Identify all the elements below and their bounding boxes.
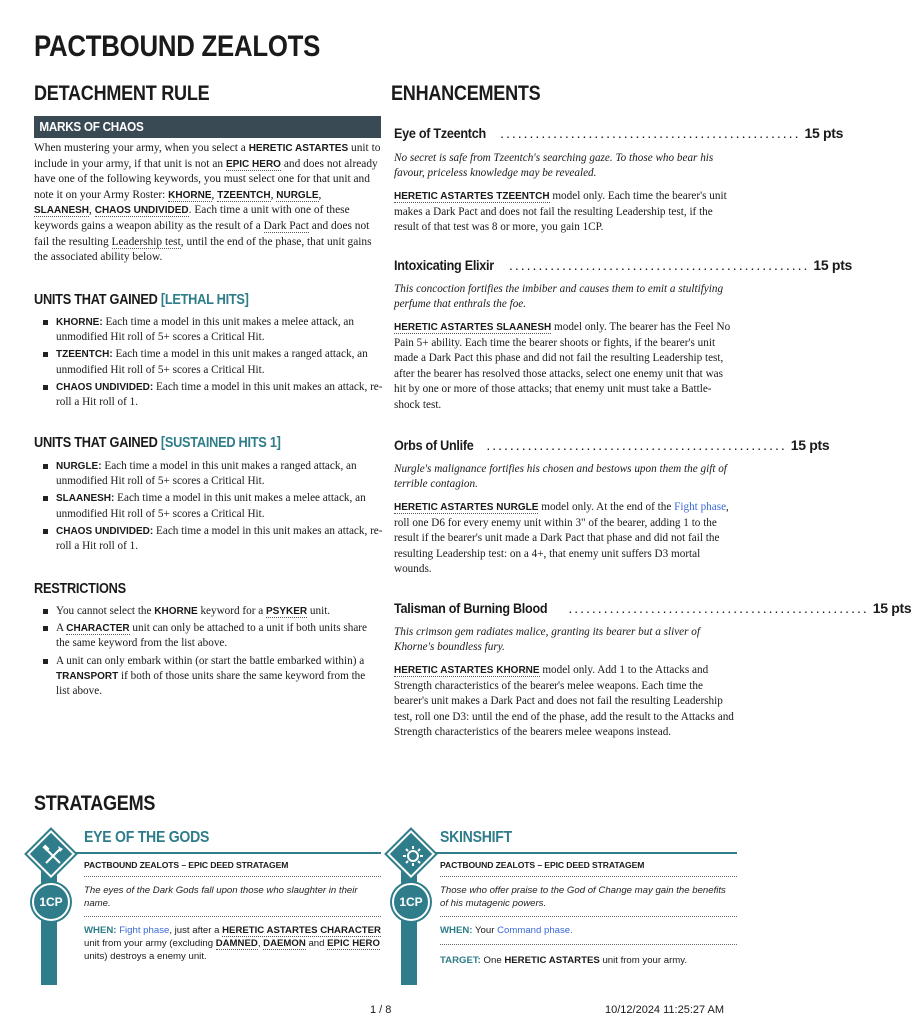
page-number: 1 / 8 bbox=[370, 1004, 392, 1016]
stratagem-name: SKINSHIFT bbox=[440, 829, 512, 846]
sustained-hits-heading: UNITS THAT GAINED [SUSTAINED HITS 1] bbox=[34, 435, 281, 451]
list-item: You cannot select the KHORNE keyword for a PSYKER unit. bbox=[34, 604, 369, 619]
enhancement-title: Talisman of Burning Blood ................................................... 15 pts bbox=[394, 600, 911, 616]
enhancement-flavour: This crimson gem radiates malice, granting its bearer but a sliver of Khorne's boundless fury. bbox=[394, 626, 700, 653]
stratagems-heading: STRATAGEMS bbox=[34, 792, 156, 815]
lethal-hits-heading: UNITS THAT GAINED [LETHAL HITS] bbox=[34, 292, 249, 308]
enhancement-title: Eye of Tzeentch ................................................... 15 pts bbox=[394, 125, 844, 141]
hammer-axe-glyph bbox=[38, 841, 68, 871]
enhancement-rule: HERETIC ASTARTES NURGLE model only. At the end of the Fight phase, roll one D6 for every enemy unit within 3" of the bearer, adding 1 to the result if the bearer's unit made a Dark Pact that phase and did not fail the resulting Leadership test: on a 4+, that enemy unit suffers D3 mortal wounds. bbox=[394, 501, 729, 576]
enhancement-rule: HERETIC ASTARTES TZEENTCH model only. Each time the bearer's unit makes a Dark Pact and does not fail the resulting Leadership test, if the result of that test was 8 or more, you gain 1CP. bbox=[394, 190, 727, 234]
enhancement-flavour: This concoction fortifies the imbiber and causes them to emit a stultifying perfume that enthrals the foe. bbox=[394, 283, 724, 310]
stratagem-flavour: Those who offer praise to the God of Change may gain the benefits of his mutagenic powers. bbox=[440, 885, 726, 909]
list-item: CHAOS UNDIVIDED: Each time a model in this unit makes an attack, re-roll a Hit roll of 1. bbox=[34, 524, 384, 554]
fight-phase-link[interactable]: Fight phase bbox=[119, 925, 170, 936]
page-title: PACTBOUND ZEALOTS bbox=[34, 30, 321, 63]
enhancement-rule: HERETIC ASTARTES KHORNE model only. Add 1 to the Attacks and Strength characteristics of the bearer's melee weapons. Each time the bearer's unit makes a Dark Pact and does not fail the resulting Leadership test, roll one D3: until the end of the phase, add the result to the Attacks and Strength characteristics of the bearers melee weapons instead. bbox=[394, 664, 734, 739]
restrictions-list bbox=[34, 604, 369, 701]
stratagem-flavour: The eyes of the Dark Gods fall upon those who slaughter in their name. bbox=[84, 885, 358, 909]
lethal-hits-list bbox=[34, 315, 384, 412]
cp-badge: 1CP bbox=[392, 883, 430, 921]
list-item: NURGLE: Each time a model in this unit makes a ranged attack, an unmodified Hit roll of 5+ scores a Critical Hit. bbox=[34, 459, 384, 489]
enhancement-flavour: No secret is safe from Tzeentch's searching gaze. To those who bear his favour, priceless knowledge may be revealed. bbox=[394, 152, 714, 179]
stratagem-when: WHEN: Your Command phase. bbox=[440, 925, 573, 936]
detachment-rule-text: When mustering your army, when you select a HERETIC ASTARTES unit to include in your army, if that unit is not an EPIC HERO and does not already have one of the following keywords, you must select one for that unit and note it on your Army Roster: KHORNE, TZEENTCH, NURGLE, SLAANESH, CHAOS UNDIVIDED. Each time a unit with one of these keywords gains a weapon ability as the result of a Dark Pact and does not fail the resulting Leadership test, until the end of the phase, that unit gains the associated ability below. bbox=[34, 142, 381, 264]
stratagem-name: EYE OF THE GODS bbox=[84, 829, 210, 846]
fight-phase-link[interactable]: Fight phase bbox=[674, 501, 727, 513]
stratagem-subtitle: PACTBOUND ZEALOTS – EPIC DEED STRATAGEM bbox=[84, 860, 289, 870]
restrictions-heading: RESTRICTIONS bbox=[34, 581, 126, 597]
enhancement-title: Orbs of Unlife ................................................... 15 pts bbox=[394, 437, 830, 453]
enhancements-heading: ENHANCEMENTS bbox=[391, 82, 541, 105]
list-item: CHAOS UNDIVIDED: Each time a model in this unit makes an attack, re-roll a Hit roll of 1. bbox=[34, 380, 384, 410]
marks-of-chaos-bar: MARKS OF CHAOS bbox=[34, 116, 381, 138]
stratagem-when: WHEN: Fight phase, just after a HERETIC ASTARTES CHARACTER unit from your army (excluding DAMNED, DAEMON and EPIC HERO units) destroys a enemy unit. bbox=[84, 925, 381, 962]
sun-gear-glyph bbox=[398, 841, 428, 871]
enhancement-flavour: Nurgle's malignance fortifies his chosen and bestows upon them the gift of terrible contagion. bbox=[394, 463, 727, 490]
cp-badge: 1CP bbox=[32, 883, 70, 921]
detachment-rule-heading: DETACHMENT RULE bbox=[34, 82, 210, 105]
command-phase-link[interactable]: Command phase. bbox=[497, 925, 573, 936]
list-item: A CHARACTER unit can only be attached to a unit if both units share the same keyword from the list above. bbox=[34, 621, 369, 651]
enhancement-title: Intoxicating Elixir ................................................... 15 pts bbox=[394, 257, 853, 273]
list-item: KHORNE: Each time a model in this unit makes a melee attack, an unmodified Hit roll of 5+ scores a Critical Hit. bbox=[34, 315, 384, 345]
list-item: TZEENTCH: Each time a model in this unit makes a ranged attack, an unmodified Hit roll of 5+ scores a Critical Hit. bbox=[34, 347, 384, 377]
stratagem-subtitle: PACTBOUND ZEALOTS – EPIC DEED STRATAGEM bbox=[440, 860, 645, 870]
list-item: SLAANESH: Each time a model in this unit makes a melee attack, an unmodified Hit roll of 5+ scores a Critical Hit. bbox=[34, 491, 384, 521]
stratagem-target: TARGET: One HERETIC ASTARTES unit from your army. bbox=[440, 955, 688, 966]
list-item: A unit can only embark within (or start the battle embarked within) a TRANSPORT if both of those units share the same keyword from the list above. bbox=[34, 654, 369, 700]
enhancement-rule: HERETIC ASTARTES SLAANESH model only. The bearer has the Feel No Pain 5+ ability. Each time the bearer shoots or fights, if the bearer's unit made a Dark Pact this phase and did not fail the resulting Leadership test, after the bearer has resolved those attacks, select one enemy unit that was hit by one or more of those attacks; that enemy unit must take a Battle-shock test. bbox=[394, 321, 731, 411]
sustained-hits-list bbox=[34, 459, 384, 556]
timestamp: 10/12/2024 11:25:27 AM bbox=[605, 1004, 725, 1016]
